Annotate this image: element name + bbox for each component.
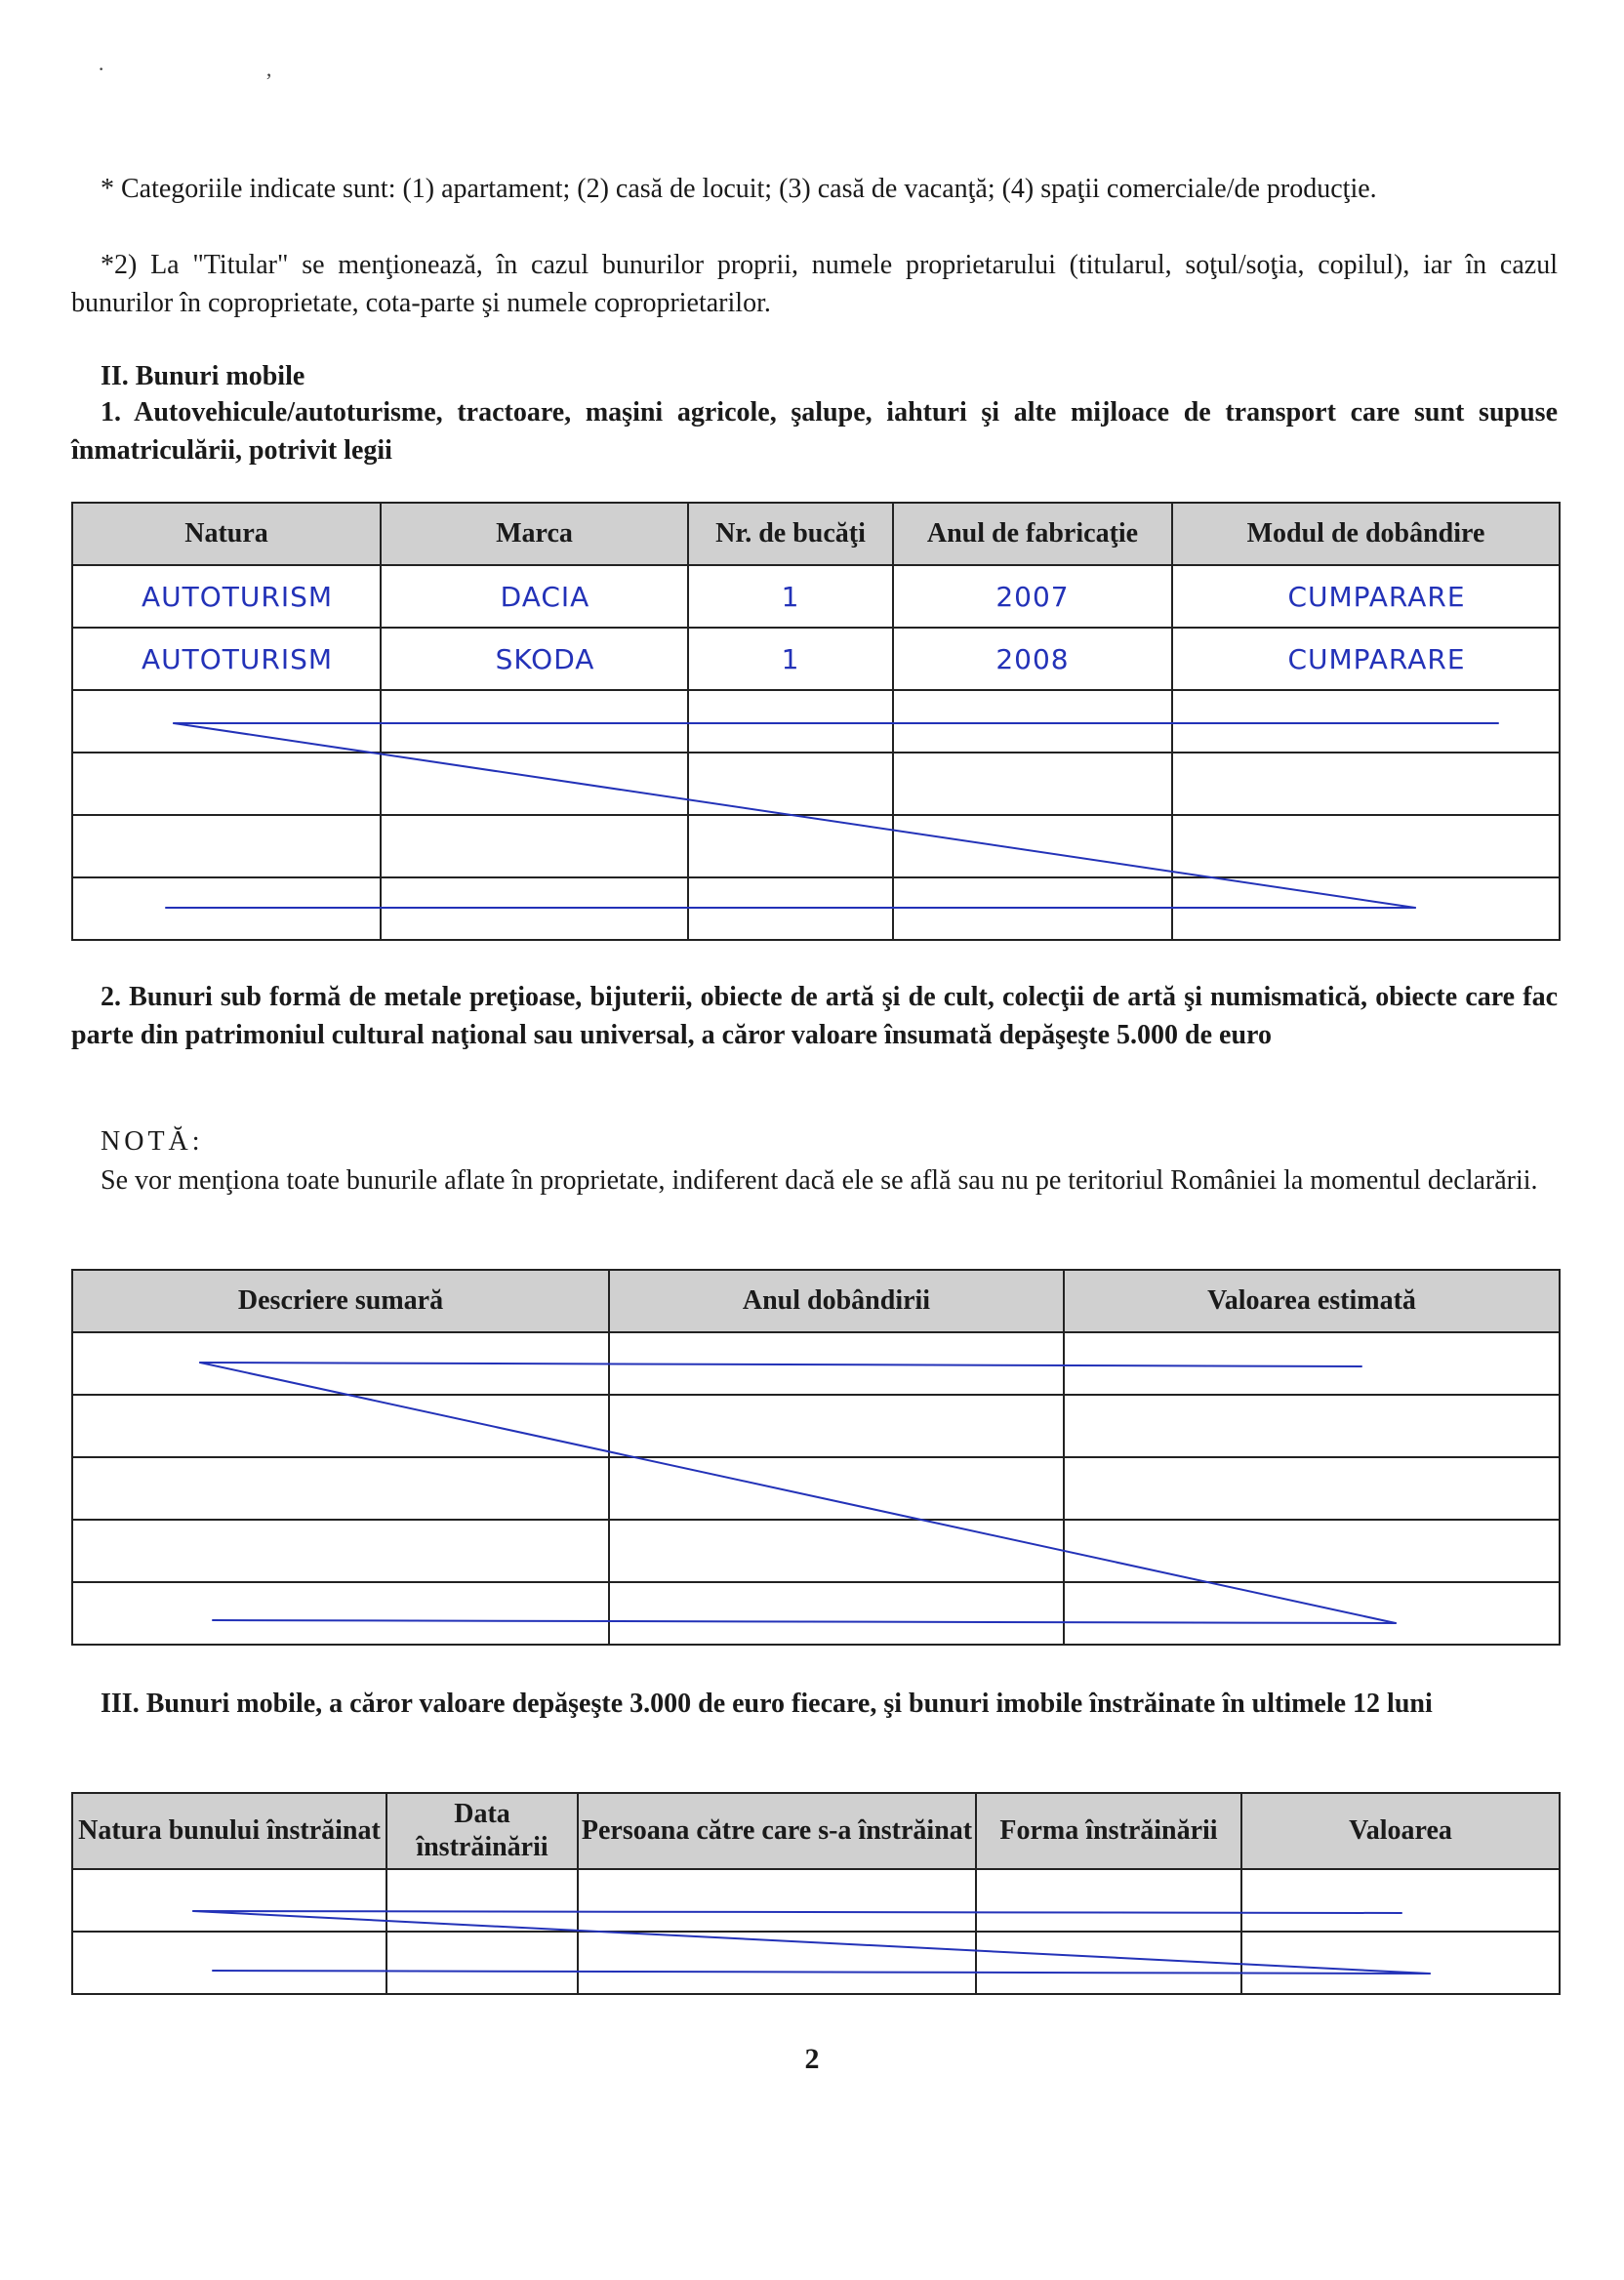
col-descriere: Descriere sumară <box>72 1270 609 1332</box>
table-row-empty <box>72 690 1560 753</box>
table-row <box>72 565 1560 628</box>
vehicle-count-cell: 1 <box>688 628 893 690</box>
table-row-empty <box>72 877 1560 940</box>
section-2-item-1-title: 1. Autovehicule/autoturisme, tractoare, maşini agricole, şalupe, iahturi şi alte mijloace de transport care sunt supuse înmatriculării, potrivit legii <box>71 397 1558 466</box>
vehicles-table <box>71 502 1561 941</box>
vehicle-type-cell: AUTOTURISM <box>72 628 381 690</box>
col-an-fabricatie: Anul de fabricaţie <box>893 503 1172 565</box>
nota-label: NOTĂ: <box>101 1126 204 1157</box>
nota-text: Se vor menţiona toate bunurile aflate în proprietate, indiferent dacă ele se află sau nu pe teritoriul României la momentul declarării. <box>101 1165 1538 1196</box>
table-row-empty <box>72 1582 1560 1645</box>
vehicle-count-cell: 1 <box>688 565 893 628</box>
col-an-dobandire: Anul dobândirii <box>609 1270 1064 1332</box>
col-forma-instrainarii: Forma înstrăinării <box>976 1793 1241 1869</box>
footnote-2: *2) La "Titular" se menţionează, în cazul bunurilor proprii, numele proprietarului (titularul, soţul/soţia, copilul), iar în cazul bunurilor în coproprietate, cota-parte şi numele coproprietarilor. <box>71 250 1558 318</box>
col-mod-dobandire: Modul de dobândire <box>1172 503 1560 565</box>
col-natura-bunului: Natura bunului înstrăinat <box>72 1793 386 1869</box>
col-data-instrainarii: Data înstrăinării <box>386 1793 578 1869</box>
col-valoarea: Valoarea <box>1241 1793 1560 1869</box>
vehicle-year-cell: 2007 <box>893 565 1172 628</box>
section-3-heading: III. Bunuri mobile, a căror valoare depăşeşte 3.000 de euro fiecare, şi bunuri imobile înstrăinate în ultimele 12 luni <box>101 1689 1433 1719</box>
col-marca: Marca <box>381 503 688 565</box>
table-row-empty <box>72 1332 1560 1395</box>
col-valoare-estimata: Valoarea estimată <box>1064 1270 1560 1332</box>
page-number: 2 <box>804 2043 820 2075</box>
table-row <box>72 628 1560 690</box>
table-row-empty <box>72 1932 1560 1994</box>
footnote-1: * Categoriile indicate sunt: (1) apartament; (2) casă de locuit; (3) casă de vacanţă; (4) spaţii comerciale/de producţie. <box>101 174 1377 204</box>
section-2-heading: II. Bunuri mobile <box>101 361 305 391</box>
header-marks: · , <box>98 57 350 81</box>
section-2-item-2-title: 2. Bunuri sub formă de metale preţioase, bijuterii, obiecte de artă şi de cult, colecţii de artă şi numismatică, obiecte care fac parte din patrimoniul cultural naţional sau universal, a căror valoare însumată depăşeşte 5.000 de euro <box>71 982 1558 1050</box>
col-nr-bucati: Nr. de bucăţi <box>688 503 893 565</box>
vehicle-brand-cell: SKODA <box>381 628 688 690</box>
vehicle-acquisition-cell: CUMPARARE <box>1172 565 1560 628</box>
col-natura: Natura <box>72 503 381 565</box>
table-row-empty <box>72 1395 1560 1457</box>
vehicle-type-cell: AUTOTURISM <box>72 565 381 628</box>
table-row-empty <box>72 815 1560 877</box>
table-row-empty <box>72 1520 1560 1582</box>
vehicle-acquisition-cell: CUMPARARE <box>1172 628 1560 690</box>
table-row-empty <box>72 1457 1560 1520</box>
table-row-empty <box>72 1869 1560 1932</box>
col-persoana: Persoana către care s-a înstrăinat <box>578 1793 976 1869</box>
valuables-table <box>71 1269 1561 1646</box>
vehicle-year-cell: 2008 <box>893 628 1172 690</box>
alienated-goods-table <box>71 1792 1561 1995</box>
table-row-empty <box>72 753 1560 815</box>
vehicle-brand-cell: DACIA <box>381 565 688 628</box>
